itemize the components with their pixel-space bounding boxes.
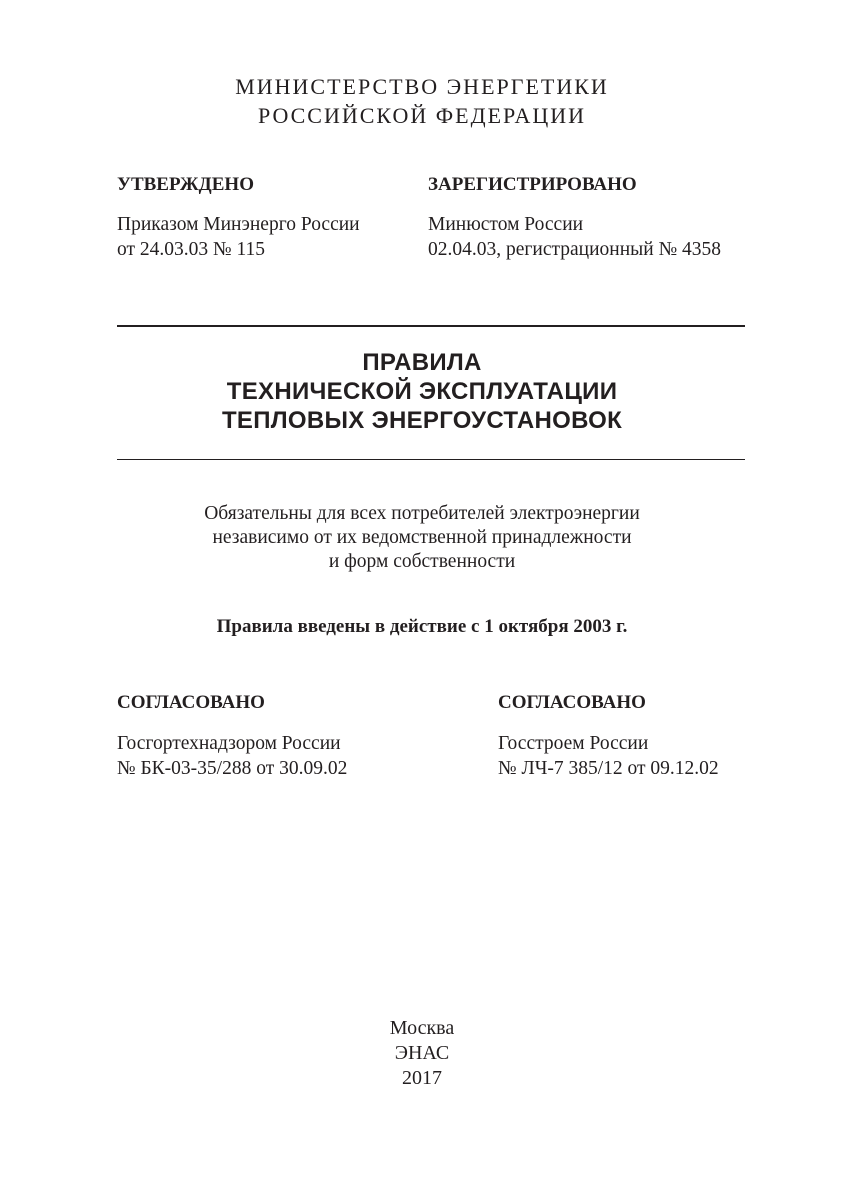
title-bottom-rule	[117, 459, 745, 460]
subtitle-line-1: Обязательны для всех потребителей электроэнергии	[204, 503, 640, 524]
ministry-header	[0, 72, 844, 130]
publisher-imprint	[0, 1016, 844, 1091]
imprint-year: 2017	[402, 1067, 442, 1089]
agreed-right-details	[498, 731, 719, 781]
registered-block	[428, 173, 721, 262]
imprint-city: Москва	[389, 1017, 455, 1039]
agreed-right-heading: СОГЛАСОВАНО	[498, 692, 646, 713]
agreed-right-line-1: Госстроем России	[498, 733, 649, 754]
registered-heading: ЗАРЕГИСТРИРОВАНО	[428, 174, 637, 195]
registered-details	[428, 212, 721, 262]
ministry-line-1: МИНИСТЕРСТВО ЭНЕРГЕТИКИ	[235, 74, 609, 99]
subtitle-line-2: независимо от их ведомственной принадлежности	[212, 527, 632, 548]
agreed-left-line-2: № БК-03-35/288 от 30.09.02	[117, 758, 348, 779]
agreed-left-details	[117, 731, 347, 781]
approved-block	[117, 173, 360, 262]
approved-line-1: Приказом Минэнерго России	[117, 214, 360, 235]
ministry-line-2: РОССИЙСКОЙ ФЕДЕРАЦИИ	[257, 103, 587, 128]
title-top-rule	[117, 325, 745, 327]
approved-details	[117, 212, 360, 262]
approved-heading: УТВЕРЖДЕНО	[117, 174, 254, 195]
agreed-left-line-1: Госгортехнадзором России	[117, 733, 341, 754]
agreed-right-block	[498, 691, 719, 781]
agreed-left-heading: СОГЛАСОВАНО	[117, 692, 265, 713]
agreed-right-line-2: № ЛЧ-7 385/12 от 09.12.02	[498, 758, 719, 779]
title-line-3: ТЕПЛОВЫХ ЭНЕРГОУСТАНОВОК	[221, 407, 623, 434]
registered-line-2: 02.04.03, регистрационный № 4358	[428, 239, 722, 260]
agreed-left-block	[117, 691, 347, 781]
approved-line-2: от 24.03.03 № 115	[117, 239, 266, 260]
title-line-1: ПРАВИЛА	[362, 349, 482, 376]
subtitle-line-3: и форм собственности	[328, 551, 516, 572]
applicability-note	[0, 502, 844, 574]
document-title	[0, 348, 844, 435]
imprint-publisher: ЭНАС	[394, 1042, 450, 1064]
registered-line-1: Минюстом России	[428, 214, 584, 235]
title-line-2: ТЕХНИЧЕСКОЙ ЭКСПЛУАТАЦИИ	[226, 378, 618, 405]
effective-date: Правила введены в действие с 1 октября 2003 г.	[216, 616, 628, 637]
